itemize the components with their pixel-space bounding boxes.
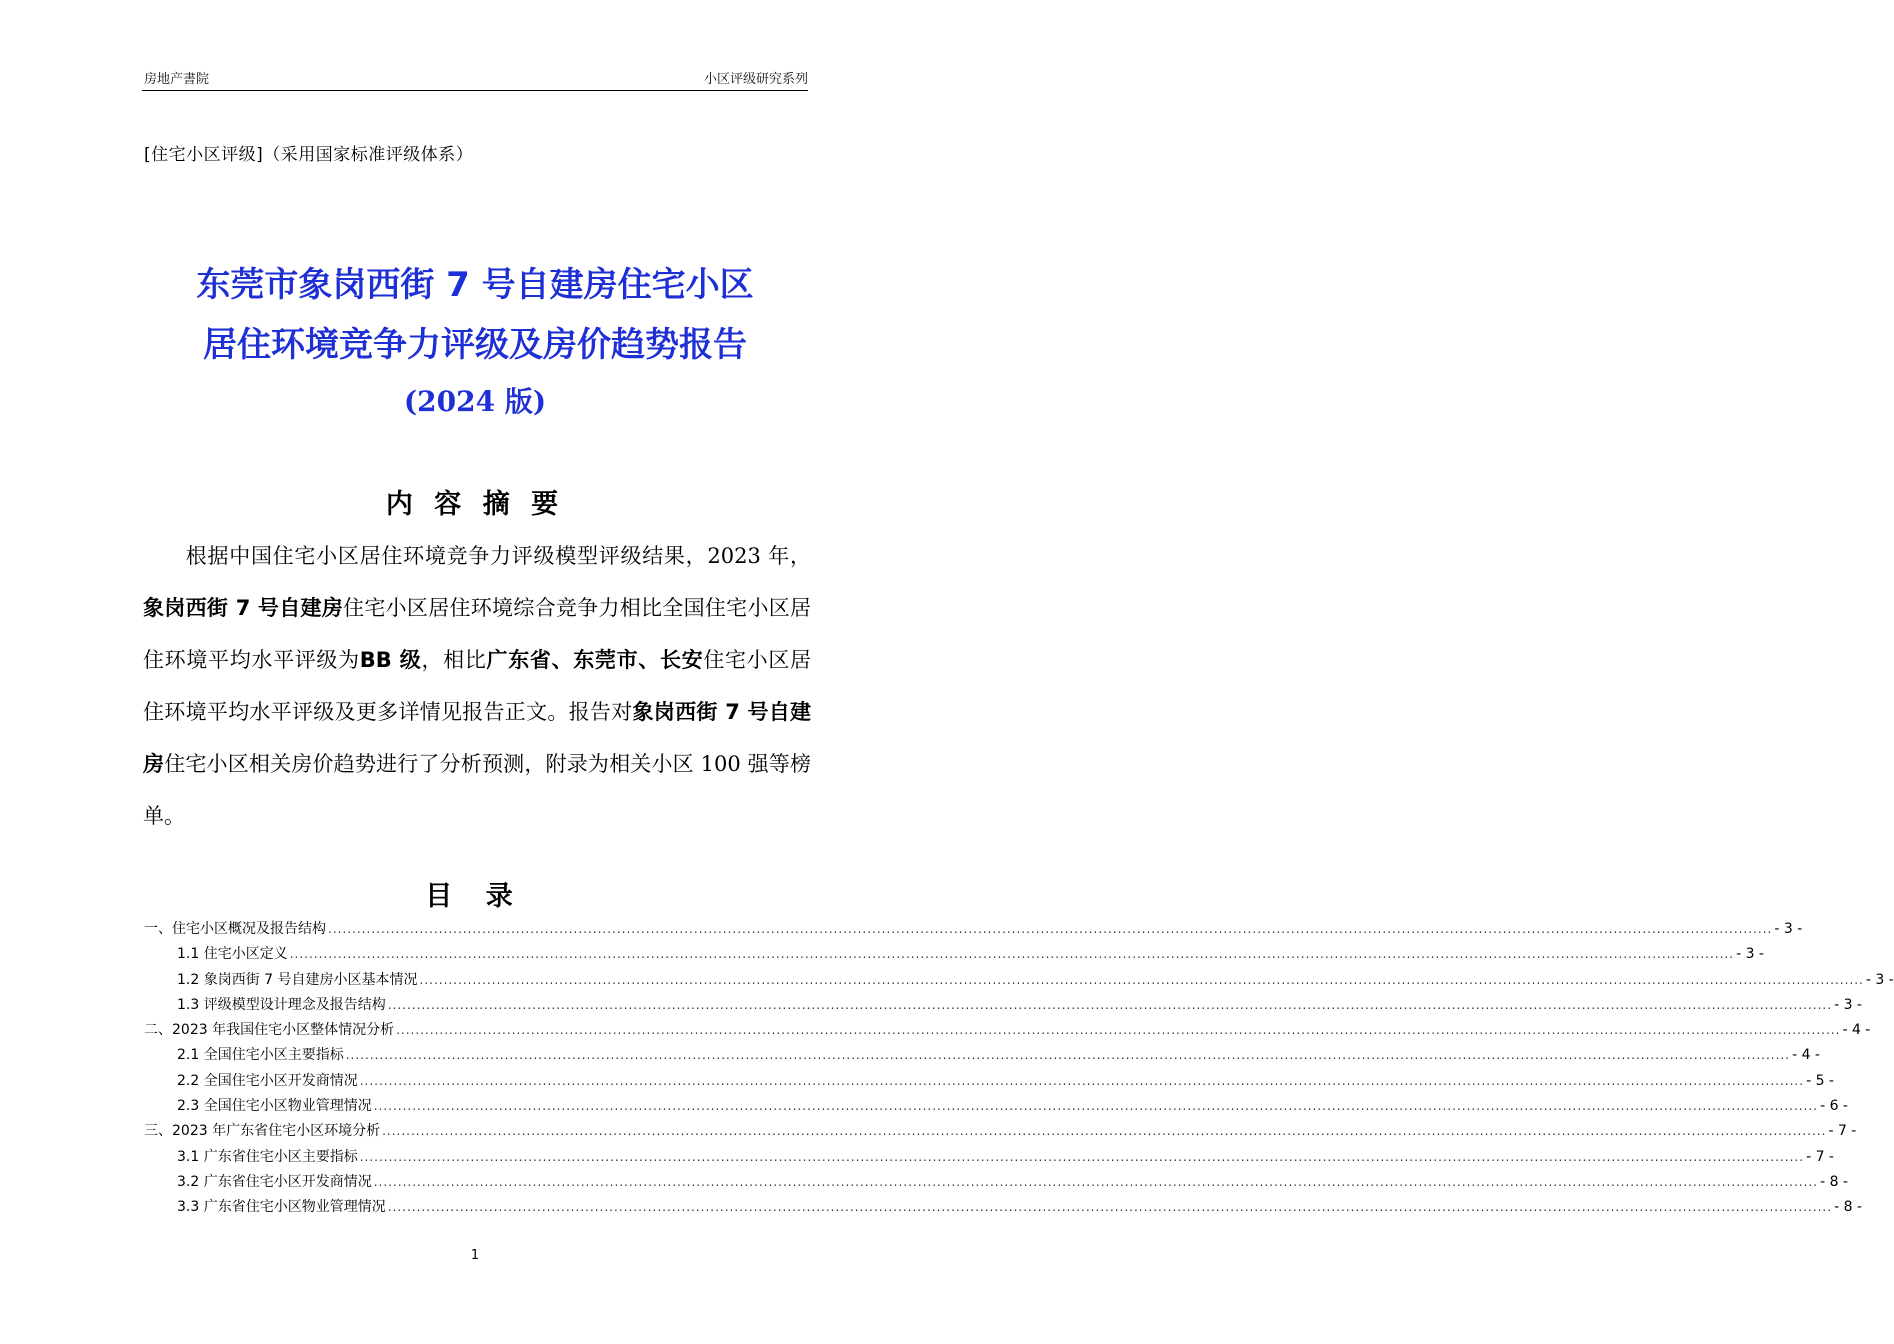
toc-entry-label: 1.1 住宅小区定义 xyxy=(177,946,288,963)
page-number: 1 xyxy=(470,1248,480,1263)
title-line-1: 东莞市象岗西街 7 号自建房住宅小区 xyxy=(196,265,754,305)
toc-entry[interactable] xyxy=(144,1120,1857,1145)
abstract-emphasis: BB 级 xyxy=(359,648,422,672)
toc-list xyxy=(144,918,1894,1222)
toc-entry-page: - 3 - xyxy=(1834,996,1862,1013)
toc-entry[interactable] xyxy=(144,1196,1862,1221)
toc-leader-dots: ............................................................................................................................................................................................................................................................................................................ xyxy=(328,922,1773,936)
abstract-emphasis: 广东省、东莞市、长安 xyxy=(486,648,704,672)
toc-entry[interactable] xyxy=(144,994,1862,1019)
abstract-emphasis: 象岗西街 7 号自建房 xyxy=(143,700,812,776)
header-divider xyxy=(142,90,808,91)
toc-entry-page: - 8 - xyxy=(1820,1173,1848,1190)
toc-entry-page: - 5 - xyxy=(1806,1072,1834,1089)
toc-entry-label: 二、2023 年我国住宅小区整体情况分析 xyxy=(144,1022,395,1039)
toc-entry-page: - 7 - xyxy=(1806,1148,1834,1165)
abstract-paragraph xyxy=(143,530,811,842)
toc-entry[interactable] xyxy=(144,1019,1871,1044)
toc-entry-page: - 8 - xyxy=(1834,1199,1862,1216)
abstract-text: 住宅小区居住环境平均水平评级及更多详情见报告正文。报告对 xyxy=(143,648,812,724)
toc-entry[interactable] xyxy=(144,1146,1834,1171)
toc-entry[interactable] xyxy=(144,918,1803,943)
toc-heading: 目 录 xyxy=(425,881,525,912)
toc-leader-dots: ............................................................................................................................................................................................................................................................................................................ xyxy=(359,1073,1805,1088)
toc-leader-dots: ............................................................................................................................................................................................................................................................................................................ xyxy=(382,1124,1827,1139)
toc-leader-dots: ............................................................................................................................................................................................................................................................................................................ xyxy=(373,1099,1819,1114)
toc-entry[interactable] xyxy=(144,1070,1834,1095)
toc-entry[interactable] xyxy=(144,943,1764,968)
abstract-text: 根据中国住宅小区居住环境竞争力评级模型评级结果， xyxy=(185,544,708,568)
toc-entry-label: 2.2 全国住宅小区开发商情况 xyxy=(177,1072,358,1089)
toc-leader-dots: ............................................................................................................................................................................................................................................................................................................ xyxy=(387,1200,1833,1215)
toc-entry-label: 2.1 全国住宅小区主要指标 xyxy=(177,1047,344,1064)
toc-entry-page: - 4 - xyxy=(1842,1022,1871,1039)
title-edition: (2024 版) xyxy=(403,385,547,418)
abstract-heading: 内 容 摘 要 xyxy=(385,489,565,520)
toc-leader-dots: ............................................................................................................................................................................................................................................................................................................ xyxy=(373,1174,1819,1189)
toc-entry[interactable] xyxy=(144,1044,1820,1069)
toc-entry-page: - 3 - xyxy=(1865,971,1894,988)
toc-entry-label: 3.3 广东省住宅小区物业管理情况 xyxy=(177,1199,386,1216)
title-line-2: 居住环境竞争力评级及房价趋势报告 xyxy=(203,325,747,365)
toc-entry-page: - 7 - xyxy=(1828,1123,1857,1140)
abstract-text: 住宅小区居住环境综合竞争力相比全国住宅小区居住环境平均水平评级为 xyxy=(143,596,811,672)
abstract-text: 住宅小区相关房价趋势进行了分析预测，附录为相关小区 100 强等榜单。 xyxy=(143,752,811,828)
toc-entry-label: 2.3 全国住宅小区物业管理情况 xyxy=(177,1098,372,1115)
abstract-emphasis: 象岗西街 7 号自建房 xyxy=(143,596,344,620)
toc-entry-page: - 3 - xyxy=(1774,921,1803,937)
toc-entry-label: 3.2 广东省住宅小区开发商情况 xyxy=(177,1173,372,1190)
header-right-text: 小区评级研究系列 xyxy=(703,72,808,87)
toc-leader-dots: ............................................................................................................................................................................................................................................................................................................ xyxy=(387,997,1833,1012)
report-category-tag: [住宅小区评级]（采用国家标准评级体系） xyxy=(144,145,474,165)
toc-leader-dots: ............................................................................................................................................................................................................................................................................................................ xyxy=(419,972,1864,987)
toc-entry-label: 1.2 象岗西街 7 号自建房小区基本情况 xyxy=(177,971,418,988)
toc-entry-page: - 3 - xyxy=(1736,946,1764,963)
toc-leader-dots: ............................................................................................................................................................................................................................................................................................................ xyxy=(396,1023,1841,1038)
abstract-text: 2023 年， xyxy=(707,544,811,568)
toc-leader-dots: ............................................................................................................................................................................................................................................................................................................ xyxy=(359,1149,1805,1164)
toc-entry-label: 3.1 广东省住宅小区主要指标 xyxy=(177,1148,358,1165)
toc-entry-label: 三、2023 年广东省住宅小区环境分析 xyxy=(144,1123,381,1140)
header-left-text: 房地产書院 xyxy=(144,72,210,87)
toc-entry-page: - 6 - xyxy=(1820,1098,1848,1115)
abstract-text: ，相比 xyxy=(421,648,487,672)
toc-entry[interactable] xyxy=(144,969,1894,994)
toc-leader-dots: ............................................................................................................................................................................................................................................................................................................ xyxy=(289,947,1735,962)
toc-leader-dots: ............................................................................................................................................................................................................................................................................................................ xyxy=(345,1048,1791,1063)
toc-entry-label: 一、住宅小区概况及报告结构 xyxy=(144,921,326,937)
toc-entry-label: 1.3 评级模型设计理念及报告结构 xyxy=(177,996,386,1013)
toc-entry[interactable] xyxy=(144,1171,1848,1196)
toc-entry-page: - 4 - xyxy=(1792,1047,1820,1064)
toc-entry[interactable] xyxy=(144,1095,1848,1120)
